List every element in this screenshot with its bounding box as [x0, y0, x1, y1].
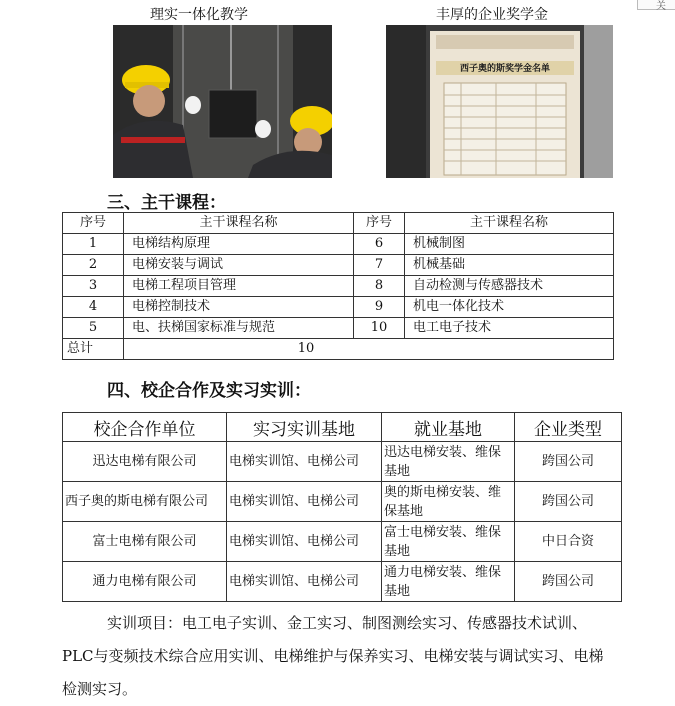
table-row [63, 297, 614, 318]
table-row [63, 318, 614, 339]
table-cell: 富士电梯安装、维保基地 [382, 522, 515, 562]
table-cell: 6 [354, 234, 405, 255]
header-cell: 就业基地 [382, 413, 515, 442]
table-cell: 电梯实训馆、电梯公司 [227, 482, 382, 522]
table-cell: 5 [63, 318, 124, 339]
corner-button[interactable] [637, 0, 675, 10]
caption-right: 丰厚的企业奖学金 [436, 7, 548, 23]
training-paragraph: 实训项目：电工电子实训、金工实习、制图测绘实习、传感器技术试训、PLC与变频技术综合应用实训、电梯维护与保养实习、电梯安装与调试实习、电梯检测实习。 [62, 614, 604, 698]
table-cell: 9 [354, 297, 405, 318]
table-cell: 跨国公司 [515, 482, 622, 522]
header-cell: 主干课程名称 [124, 213, 354, 234]
table-cell: 电工电子技术 [405, 318, 614, 339]
table-cell: 2 [63, 255, 124, 276]
header-cell: 序号 [354, 213, 405, 234]
table-row [63, 442, 622, 482]
header-cell: 企业类型 [515, 413, 622, 442]
table-cell: 电、扶梯国家标准与规范 [124, 318, 354, 339]
table-row [63, 276, 614, 297]
header-cell: 序号 [63, 213, 124, 234]
table-cell: 电梯控制技术 [124, 297, 354, 318]
table-cell: 电梯实训馆、电梯公司 [227, 562, 382, 602]
table-row [63, 482, 622, 522]
school-enterprise-table [62, 412, 622, 602]
table-row [63, 255, 614, 276]
table-cell: 奥的斯电梯安装、维保基地 [382, 482, 515, 522]
total-value: 10 [124, 339, 614, 360]
table-total-row [63, 339, 614, 360]
table-header-row [63, 213, 614, 234]
photo-elevator-training [113, 25, 332, 178]
table-cell: 7 [354, 255, 405, 276]
corner-button-label: 关 [656, 1, 666, 12]
table-cell: 8 [354, 276, 405, 297]
table-row [63, 234, 614, 255]
caption-left: 理实一体化教学 [150, 7, 248, 23]
photo-scholarship-board-illustration [386, 25, 613, 178]
table-cell: 电梯实训馆、电梯公司 [227, 522, 382, 562]
header-cell: 校企合作单位 [63, 413, 227, 442]
table-cell: 中日合资 [515, 522, 622, 562]
header-cell: 实习实训基地 [227, 413, 382, 442]
table-cell: 电梯结构原理 [124, 234, 354, 255]
table-cell: 电梯实训馆、电梯公司 [227, 442, 382, 482]
header-cell: 主干课程名称 [405, 213, 614, 234]
photo-scholarship-board [386, 25, 613, 178]
table-cell: 自动检测与传感器技术 [405, 276, 614, 297]
table-cell: 机械基础 [405, 255, 614, 276]
table-cell: 1 [63, 234, 124, 255]
table-cell: 机电一体化技术 [405, 297, 614, 318]
table-cell: 通力电梯安装、维保基地 [382, 562, 515, 602]
table-cell: 跨国公司 [515, 442, 622, 482]
table-header-row [63, 413, 622, 442]
table-cell: 迅达电梯有限公司 [63, 442, 227, 482]
table-cell: 电梯安装与调试 [124, 255, 354, 276]
section4-title: 四、校企合作及实习实训： [107, 381, 311, 401]
table-cell: 通力电梯有限公司 [63, 562, 227, 602]
table-cell: 10 [354, 318, 405, 339]
total-label: 总计 [63, 339, 124, 360]
table-cell: 跨国公司 [515, 562, 622, 602]
main-courses-table [62, 212, 614, 360]
table-cell: 迅达电梯安装、维保基地 [382, 442, 515, 482]
board-header: 西子奥的斯奖学金名单 [460, 64, 551, 74]
table-row [63, 562, 622, 602]
table-cell: 机械制图 [405, 234, 614, 255]
table-cell: 富士电梯有限公司 [63, 522, 227, 562]
photo-elevator-training-illustration [113, 25, 332, 178]
table-row [63, 522, 622, 562]
section3-title: 三、主干课程： [107, 193, 226, 213]
table-cell: 电梯工程项目管理 [124, 276, 354, 297]
table-cell: 3 [63, 276, 124, 297]
table-cell: 西子奥的斯电梯有限公司 [63, 482, 227, 522]
table-cell: 4 [63, 297, 124, 318]
